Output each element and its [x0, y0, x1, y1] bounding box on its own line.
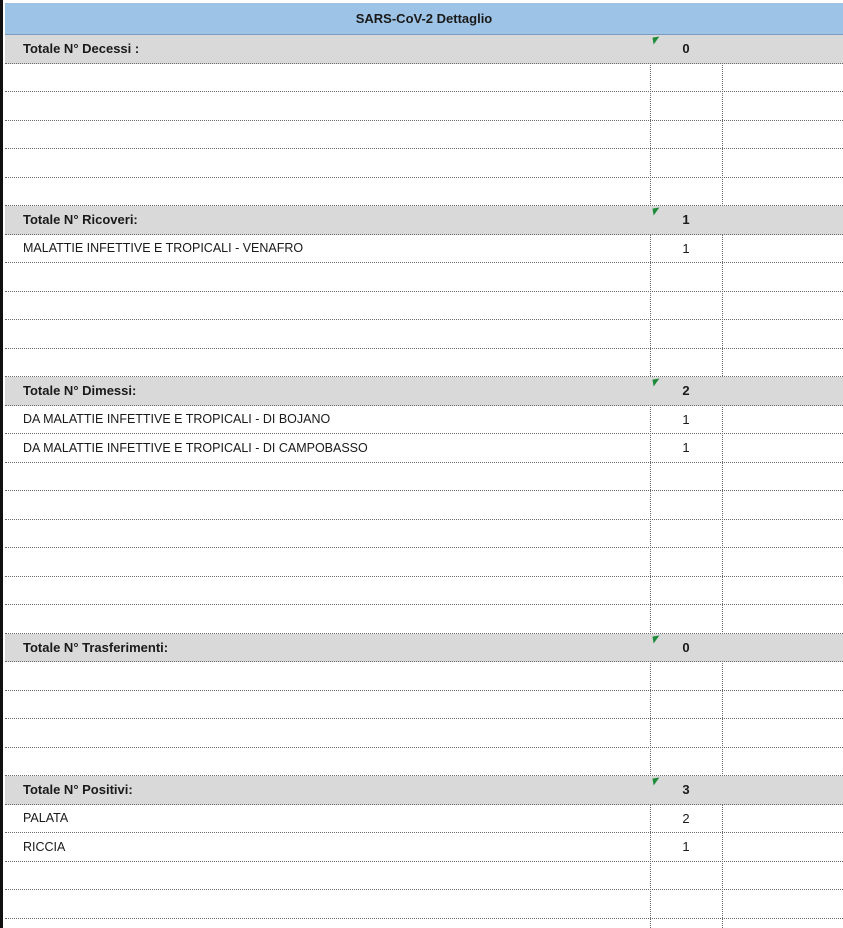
detail-value[interactable] — [650, 149, 722, 177]
detail-row[interactable] — [5, 719, 843, 748]
detail-value[interactable] — [650, 691, 722, 719]
detail-value[interactable] — [650, 862, 722, 890]
detail-value[interactable] — [650, 263, 722, 291]
cell-comment-flag-icon — [652, 36, 660, 44]
total-value[interactable]: 1 — [682, 212, 690, 228]
detail-row[interactable] — [5, 434, 843, 463]
cell-comment-flag-icon — [652, 635, 660, 643]
detail-row[interactable] — [5, 805, 843, 834]
detail-value[interactable] — [650, 719, 722, 747]
cell-comment-flag-icon — [652, 777, 660, 785]
total-value[interactable]: 0 — [682, 41, 690, 57]
detail-row[interactable] — [5, 349, 843, 378]
detail-value[interactable] — [650, 890, 722, 918]
sheet-header[interactable] — [5, 3, 843, 35]
detail-row[interactable] — [5, 491, 843, 520]
total-label[interactable]: Totale N° Dimessi: — [23, 383, 137, 399]
detail-row[interactable] — [5, 862, 843, 891]
detail-value[interactable] — [650, 491, 722, 519]
cell-comment-flag-icon — [652, 207, 660, 215]
detail-row[interactable] — [5, 662, 843, 691]
cell-comment-flag-icon — [652, 378, 660, 386]
sheet-left-border — [0, 0, 3, 928]
detail-value[interactable] — [650, 748, 722, 776]
total-label[interactable]: Totale N° Ricoveri: — [23, 212, 138, 228]
total-row[interactable] — [5, 776, 843, 805]
total-row[interactable] — [5, 377, 843, 406]
total-row[interactable] — [5, 35, 843, 64]
detail-row[interactable] — [5, 320, 843, 349]
total-row[interactable] — [5, 206, 843, 235]
detail-label[interactable]: RICCIA — [23, 839, 66, 854]
total-label[interactable]: Totale N° Trasferimenti: — [23, 639, 169, 655]
detail-row[interactable] — [5, 92, 843, 121]
detail-value[interactable] — [650, 662, 722, 690]
detail-value[interactable] — [650, 292, 722, 320]
total-label[interactable]: Totale N° Decessi : — [23, 41, 140, 57]
detail-row[interactable] — [5, 292, 843, 321]
detail-row[interactable] — [5, 235, 843, 264]
data-sheet — [5, 35, 843, 919]
detail-row[interactable] — [5, 178, 843, 207]
detail-value[interactable] — [650, 92, 722, 120]
detail-row[interactable] — [5, 121, 843, 150]
detail-row[interactable] — [5, 691, 843, 720]
detail-value[interactable]: 1 — [682, 240, 690, 256]
detail-row[interactable] — [5, 748, 843, 777]
detail-value[interactable]: 2 — [682, 810, 690, 826]
total-label[interactable]: Totale N° Positivi: — [23, 782, 133, 798]
detail-row[interactable] — [5, 520, 843, 549]
detail-row[interactable] — [5, 263, 843, 292]
detail-value[interactable] — [650, 577, 722, 605]
sheet-title: SARS-CoV-2 Dettaglio — [355, 11, 493, 26]
detail-row[interactable] — [5, 605, 843, 634]
detail-value[interactable] — [650, 320, 722, 348]
total-row[interactable] — [5, 634, 843, 663]
detail-value[interactable] — [650, 548, 722, 576]
detail-row[interactable] — [5, 406, 843, 435]
detail-value[interactable]: 1 — [682, 440, 690, 456]
total-value[interactable]: 2 — [682, 383, 690, 399]
detail-value[interactable] — [650, 520, 722, 548]
detail-row[interactable] — [5, 890, 843, 919]
detail-value[interactable] — [650, 178, 722, 206]
detail-value[interactable]: 1 — [682, 411, 690, 427]
detail-value[interactable]: 1 — [682, 839, 690, 855]
detail-value[interactable] — [650, 349, 722, 377]
detail-label[interactable]: PALATA — [23, 811, 69, 826]
total-value[interactable]: 0 — [682, 639, 690, 655]
detail-row[interactable] — [5, 463, 843, 492]
detail-value[interactable] — [650, 64, 722, 92]
detail-value[interactable] — [650, 121, 722, 149]
detail-value[interactable] — [650, 605, 722, 633]
detail-row[interactable] — [5, 577, 843, 606]
detail-row[interactable] — [5, 548, 843, 577]
detail-label[interactable]: DA MALATTIE INFETTIVE E TROPICALI - DI CAMPOBASSO — [23, 440, 368, 455]
detail-label[interactable]: MALATTIE INFETTIVE E TROPICALI - VENAFRO — [23, 241, 304, 256]
detail-row[interactable] — [5, 64, 843, 93]
detail-row[interactable] — [5, 833, 843, 862]
detail-value[interactable] — [650, 463, 722, 491]
detail-row[interactable] — [5, 149, 843, 178]
total-value[interactable]: 3 — [682, 782, 690, 798]
detail-label[interactable]: DA MALATTIE INFETTIVE E TROPICALI - DI BOJANO — [23, 412, 331, 427]
